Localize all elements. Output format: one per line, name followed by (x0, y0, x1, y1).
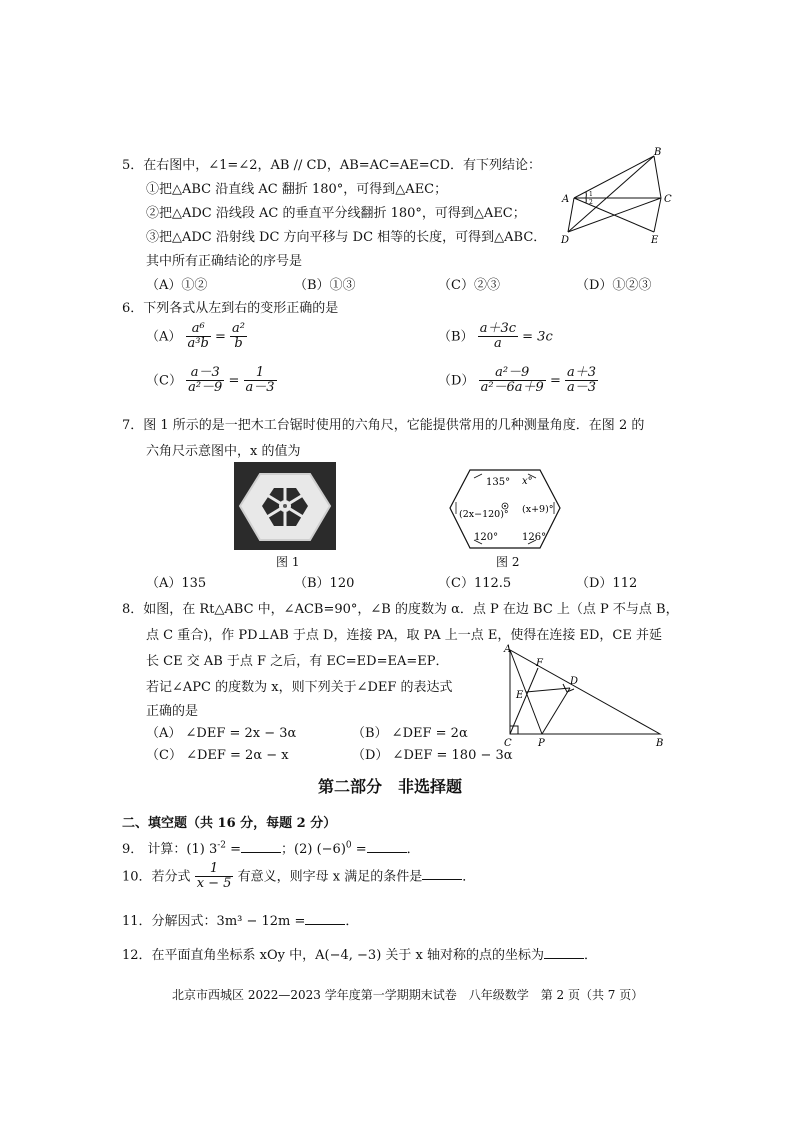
q7-option-b[interactable]: （B）120 (294, 576, 355, 591)
angle-135: 135° (486, 477, 511, 488)
denominator: a²－6a＋9 (480, 380, 544, 396)
equals-sign: = (228, 373, 240, 389)
q5-statement-1: ①把△ABC 沿直线 AC 翻折 180°，可得到△AEC； (146, 182, 448, 197)
option-tag: （C） (146, 373, 182, 389)
part-2-heading: 第二部分 非选择题 (318, 777, 463, 796)
angle-120: 120° (474, 532, 499, 543)
q9-text-a: 9． 计算：(1) 3 (122, 842, 218, 857)
page-footer: 北京市西城区 2022—2023 学年度第一学期期末试卷 八年级数学 第 2 页（共 7 页） (172, 988, 644, 1002)
q6-option-a[interactable] (146, 322, 247, 352)
fraction (186, 322, 211, 352)
option-tag: （D） (438, 373, 475, 389)
numerator: a²－9 (479, 366, 546, 381)
q5-angle-2: 2 (589, 199, 593, 206)
q9-blank-2[interactable] (367, 840, 407, 853)
q12-text-b: ． (584, 948, 598, 963)
fraction (186, 366, 224, 396)
numerator: a＋3 (567, 365, 597, 380)
q11-text-b: ． (345, 914, 359, 929)
numerator: a＋3c (479, 321, 517, 336)
fraction (244, 366, 277, 396)
q8-label-a: A (504, 644, 512, 655)
q12-text-a: 12．在平面直角坐标系 xOy 中，A(−4, −3) 关于 x 轴对称的点的坐标为 (122, 948, 544, 963)
angle-2x-120: (2x−120)° (459, 509, 509, 520)
q8-option-d[interactable]: （D） ∠DEF = 180 − 3α (352, 748, 513, 763)
q10-text-c: ． (462, 869, 476, 885)
q6-stem: 6．下列各式从左到右的变形正确的是 (122, 301, 339, 316)
q7-figure-1-caption: 图 1 (276, 555, 300, 569)
q8-figure (498, 640, 674, 752)
q8-label-f: F (536, 658, 543, 669)
q9-blank-1[interactable] (241, 840, 281, 853)
q7-option-d[interactable]: （D）112 (576, 576, 638, 591)
q10 (122, 862, 475, 892)
angle-x-9: (x+9)° (522, 504, 554, 515)
angle-126: 126° (522, 532, 547, 543)
equals-sign: = (549, 373, 561, 389)
q7-option-c[interactable]: （C）112.5 (438, 576, 512, 591)
q5-option-b[interactable]: （B）①③ (294, 278, 356, 293)
q11 (122, 910, 358, 929)
fraction (565, 366, 598, 396)
q8-line-3: 长 CE 交 AB 于点 F 之后，有 EC=ED=EA=EP． (146, 654, 449, 669)
q8-line-1: 8．如图，在 Rt△ABC 中，∠ACB=90°，∠B 的度数为 α．点 P 在边 BC 上（点 P 不与点 B， (122, 602, 679, 617)
q5-label-d: D (561, 235, 570, 246)
q9-text-c: ；(2) (−6) (281, 842, 346, 857)
q7-stem-line-1: 7．图 1 所示的是一把木工台锯时使用的六角尺，它能提供常用的几种测量角度．在图 2 的 (122, 418, 645, 433)
q8-option-a[interactable]: （A） ∠DEF = 2x − 3α (146, 726, 297, 741)
q5-stem: 5．在右图中，∠1=∠2，AB // CD，AB=AC=AE=CD．有下列结论： (122, 158, 542, 173)
q10-blank[interactable] (422, 867, 462, 880)
q10-fraction (195, 862, 234, 892)
q7-figure-2-caption: 图 2 (496, 555, 520, 569)
q8-line-4: 若记∠APC 的度数为 x，则下列关于∠DEF 的表达式 (146, 680, 453, 695)
denominator: a－3 (567, 380, 597, 396)
denominator: a³b (187, 336, 209, 352)
q12 (122, 944, 597, 963)
q5-option-a[interactable]: （A）①② (146, 278, 208, 293)
q10-text-a: 10．若分式 (122, 869, 191, 885)
q6-option-b[interactable] (438, 322, 553, 352)
q10-text-b: 有意义，则字母 x 满足的条件是 (237, 869, 423, 885)
q9 (122, 838, 420, 857)
q9-text-e: ． (406, 842, 420, 857)
q8-label-c: C (504, 738, 512, 749)
q8-label-e: E (516, 690, 524, 701)
q5-option-d[interactable]: （D）①②③ (576, 278, 652, 293)
q9-exp-2: 0 (345, 840, 352, 851)
q5-label-a: A (562, 194, 570, 205)
numerator: a² (232, 321, 245, 336)
denominator: a²－9 (188, 380, 223, 396)
q8-option-b[interactable]: （B） ∠DEF = 2α (352, 726, 468, 741)
q8-label-p: P (538, 738, 545, 749)
q5-angle-1: 1 (589, 191, 593, 198)
numerator: a⁶ (186, 322, 211, 337)
numerator: a－3 (186, 366, 224, 381)
q11-text-a: 11．分解因式：3m³ − 12m = (122, 914, 306, 929)
q8-line-2: 点 C 重合)，作 PD⊥AB 于点 D，连接 PA，取 PA 上一点 E，使得在连接 ED，CE 并延 (146, 628, 662, 643)
q7-figure-2 (442, 464, 568, 554)
fraction (230, 322, 247, 352)
denominator: a (493, 336, 502, 352)
q6-option-c[interactable] (146, 366, 277, 396)
hexagon-ruler-photo (234, 462, 336, 550)
q5-option-c[interactable]: （C）②③ (438, 278, 500, 293)
q7-stem-line-2: 六角尺示意图中，x 的值为 (146, 444, 301, 459)
denominator: a－3 (245, 380, 275, 396)
q12-blank[interactable] (544, 946, 584, 959)
q8-label-d: D (570, 676, 579, 687)
option-tag: （A） (146, 329, 182, 345)
angle-x: x° (522, 476, 533, 487)
q7-figure-1-photo (234, 462, 336, 550)
fraction (479, 366, 546, 396)
q6-option-d[interactable] (438, 366, 598, 396)
q9-exp-1: -2 (217, 840, 227, 851)
q5-figure (556, 146, 686, 250)
denominator: x − 5 (196, 876, 232, 892)
q5-label-b: B (654, 147, 662, 158)
q8-option-c[interactable]: （C） ∠DEF = 2α − x (146, 748, 289, 763)
q7-option-a[interactable]: （A）135 (146, 576, 207, 591)
section-2-heading: 二、填空题（共 16 分，每题 2 分） (122, 816, 337, 831)
numerator: 1 (244, 366, 277, 381)
q5-label-e: E (651, 235, 659, 246)
denominator: b (234, 336, 243, 352)
option-tag: （B） (438, 329, 474, 345)
numerator: 1 (195, 862, 234, 877)
q9-text-b: = (226, 842, 242, 857)
q5-label-c: C (664, 194, 672, 205)
q8-line-5: 正确的是 (146, 704, 199, 719)
q8-label-b: B (656, 738, 664, 749)
expression-rest: = 3c (522, 329, 553, 345)
q5-statement-3: ③把△ADC 沿射线 DC 方向平移与 DC 相等的长度，可得到△ABC． (146, 230, 547, 245)
fraction (478, 322, 518, 352)
q9-text-d: = (351, 842, 367, 857)
q5-statement-2: ②把△ADC 沿线段 AC 的垂直平分线翻折 180°，可得到△AEC； (146, 206, 526, 221)
q5-prompt: 其中所有正确结论的序号是 (146, 254, 303, 269)
equals-sign: = (214, 329, 226, 345)
q11-blank[interactable] (305, 912, 345, 925)
